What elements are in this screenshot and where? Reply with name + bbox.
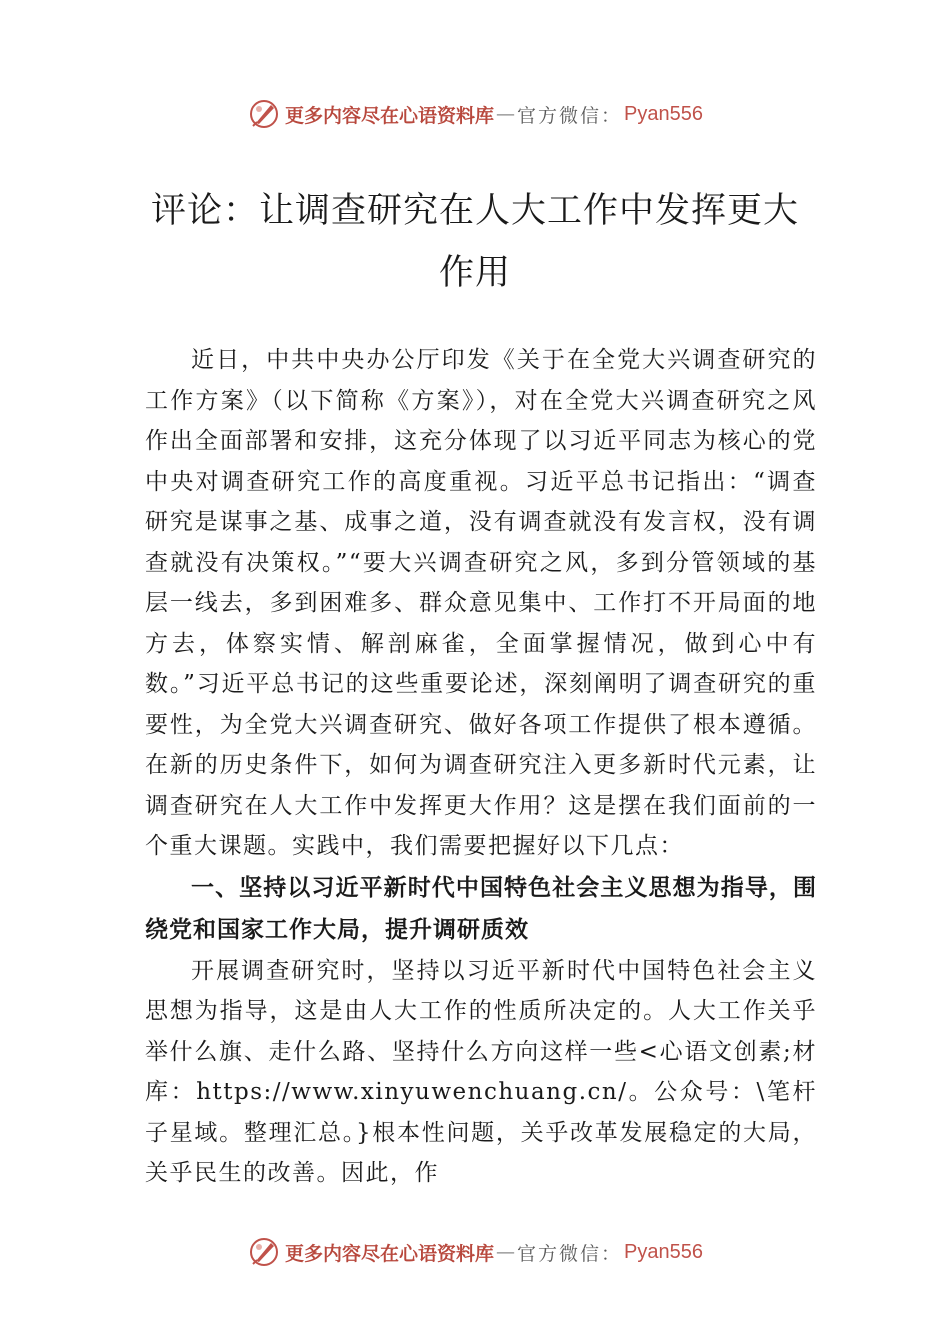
quill-logo-icon — [247, 97, 281, 131]
banner-wechat-label: 官方微信： — [517, 104, 623, 127]
section-heading-1: 一、坚持以习近平新时代中国特色社会主义思想为指导，围绕党和国家工作大局，提升调研质效 — [145, 874, 817, 943]
banner-brand-text: 更多内容尽在心语资料库 — [285, 104, 495, 127]
quill-logo-icon — [247, 1235, 281, 1269]
banner-wechat-label: 官方微信： — [517, 1242, 623, 1265]
paragraph-intro: 近日，中共中央办公厅印发《关于在全党大兴调查研究的工作方案》（以下简称《方案》），对在全党大兴调查研究之风作出全面部署和安排，这充分体现了以习近平同志为核心的党中央对调查研究工作的高度重视。习近平总书记指出：“调查研究是谋事之基、成事之道，没有调查就没有发言权，没有调查就没有决策权。”“要大兴调查研究之风，多到分管领域的基层一线去，多到困难多、群众意见集中、工作打不开局面的地方去，体察实情、解剖麻雀，全面掌握情况，做到心中有数。”习近平总书记的这些重要论述，深刻阐明了调查研究的重要性，为全党大兴调查研究、做好各项工作提供了根本遵循。在新的历史条件下，如何为调查研究注入更多新时代元素，让调查研究在人大工作中发挥更大作用？这是摆在我们面前的一个重大课题。实践中，我们需要把握好以下几点： — [145, 347, 817, 859]
banner-wechat-id: Pyan556 — [624, 102, 703, 125]
banner-separator: — — [496, 103, 516, 125]
banner-brand-text: 更多内容尽在心语资料库 — [285, 1242, 495, 1265]
paragraph-section-1: 开展调查研究时，坚持以习近平新时代中国特色社会主义思想为指导，这是由人大工作的性质所决定的。人大工作关乎举什么旗、走什么路、坚持什么方向这样一些<心语文创素;材库：https://www.xinyuwenchuang.cn/。公众号：\笔杆子星域。整理汇总。}根本性问题，关乎改革发展稳定的大局，关乎民生的改善。因此，作 — [145, 957, 817, 1186]
banner-wechat-id: Pyan556 — [624, 1240, 703, 1263]
footer-watermark-banner — [0, 1232, 950, 1272]
header-watermark-banner — [0, 94, 950, 134]
article-body — [145, 340, 817, 1194]
article-title: 评论：让调查研究在人大工作中发挥更大作用 — [150, 191, 799, 293]
banner-separator: — — [496, 1241, 516, 1263]
